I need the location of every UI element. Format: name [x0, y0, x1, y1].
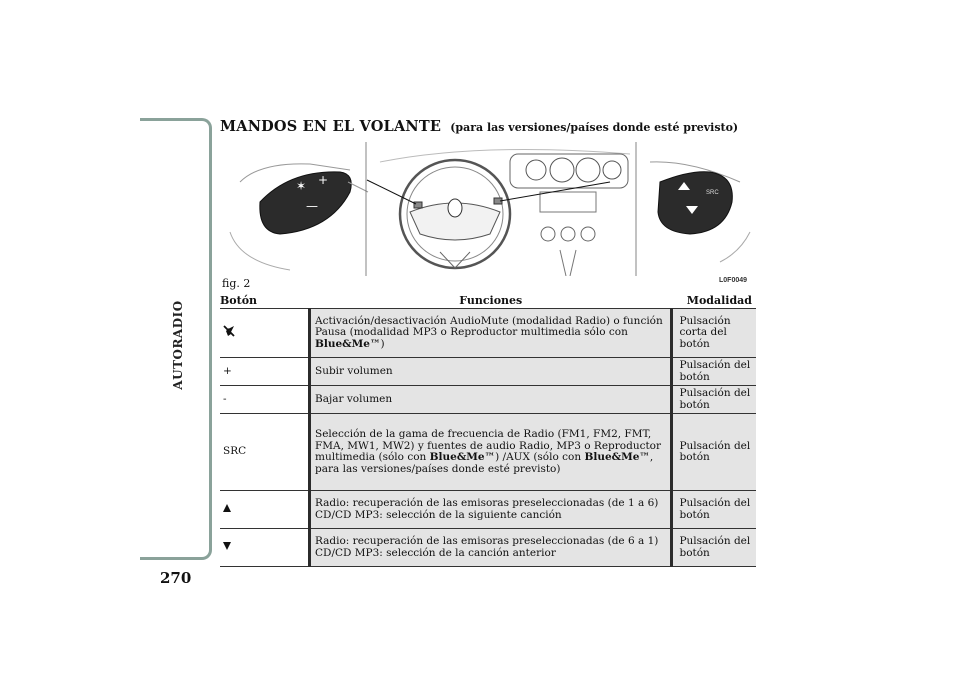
right-controls-detail	[650, 162, 750, 262]
button-cell	[220, 491, 310, 529]
svg-text:—: —	[306, 199, 318, 213]
table-row	[220, 386, 756, 414]
button-cell: SRC	[220, 414, 310, 491]
button-cell	[220, 309, 310, 358]
mute-icon	[223, 325, 235, 337]
table-row	[220, 491, 756, 529]
button-cell: -	[220, 386, 310, 414]
table-row	[220, 414, 756, 491]
mode-cell: Pulsación del botón	[672, 491, 756, 529]
arrow-down-icon	[223, 542, 231, 550]
function-cell: Bajar volumen	[310, 386, 672, 414]
header-button: Botón	[220, 293, 310, 309]
steering-wheel-illustration	[220, 142, 756, 276]
title-main: MANDOS EN EL VOLANTE	[220, 118, 442, 135]
mode-cell: Pulsación del botón	[672, 414, 756, 491]
function-cell: Selección de la gama de frecuencia de Radio (FM1, FM2, FMT, FMA, MW1, MW2) y fuentes de audio Radio, MP3 o Reproductor multimedia (sólo con Blue&Me™) /AUX (sólo con Blue&Me™, para las versiones/países donde esté previsto)	[310, 414, 672, 491]
svg-text:✶: ✶	[296, 179, 307, 193]
table-row	[220, 309, 756, 358]
section-label: AUTORADIO	[171, 300, 185, 390]
steering-wheel-figure	[220, 142, 756, 276]
figure-code: L0F0049	[719, 277, 748, 284]
function-cell: Subir volumen	[310, 358, 672, 386]
function-cell: Activación/desactivación AudioMute (modalidad Radio) o función Pausa (modalidad MP3 o Reproductor multimedia sólo con Blue&Me™)	[310, 309, 672, 358]
controls-table	[220, 293, 756, 567]
table-row	[220, 529, 756, 567]
src-key-label: SRC	[706, 190, 719, 196]
mode-cell: Pulsación del botón	[672, 529, 756, 567]
figure-label: fig. 2	[222, 277, 251, 290]
svg-text:+: +	[318, 173, 329, 187]
button-cell	[220, 529, 310, 567]
left-controls-detail	[230, 164, 368, 270]
title-subtitle: (para las versiones/países donde esté previsto)	[450, 121, 739, 134]
mode-cell: Pulsación del botón	[672, 386, 756, 414]
button-cell: +	[220, 358, 310, 386]
function-cell: Radio: recuperación de las emisoras preseleccionadas (de 6 a 1) CD/CD MP3: selección de la canción anterior	[310, 529, 672, 567]
page-title	[220, 116, 738, 135]
dashboard-drawing	[367, 150, 630, 277]
table-header-row	[220, 293, 756, 309]
header-mode: Modalidad	[672, 293, 756, 309]
mode-cell: Pulsación corta del botón	[672, 309, 756, 358]
mode-cell: Pulsación del botón	[672, 358, 756, 386]
function-cell: Radio: recuperación de las emisoras preseleccionadas (de 1 a 6) CD/CD MP3: selección de la siguiente canción	[310, 491, 672, 529]
page-number: 270	[160, 569, 192, 587]
header-functions: Funciones	[310, 293, 672, 309]
table-row	[220, 358, 756, 386]
arrow-up-icon	[223, 504, 231, 512]
